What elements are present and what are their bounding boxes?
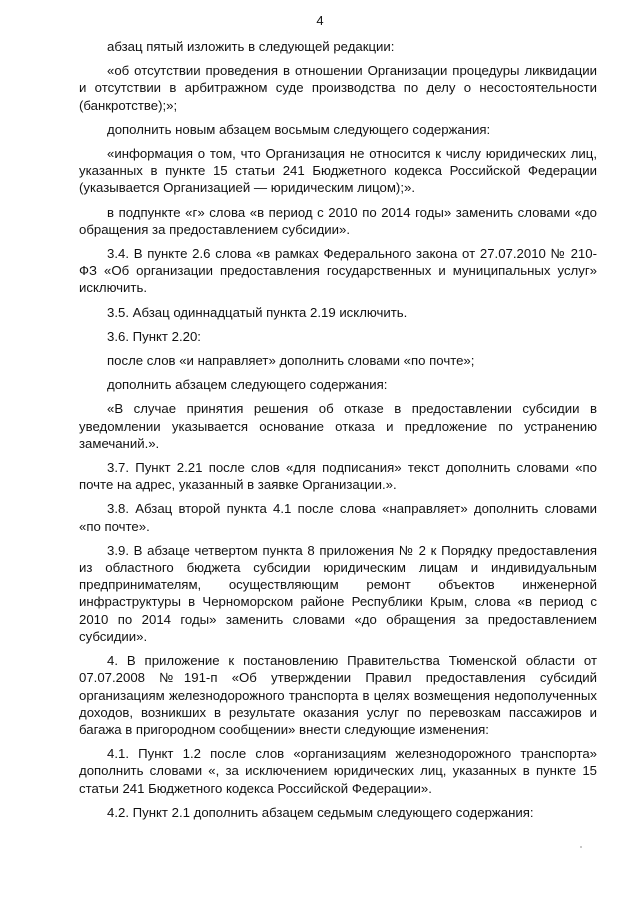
paragraph-16: 4.1. Пункт 1.2 после слов «организациям железнодорожного транспорта» дополнить словами «, за исключением юридических лиц, указанных в пункте 15 статьи 241 Бюджетного кодекса Российской Федерации». bbox=[79, 746, 597, 796]
page-number: 4 bbox=[316, 13, 324, 28]
paragraph-15: 4. В приложение к постановлению Правительства Тюменской области от 07.07.2008 №191-п «Об утверждении Правил предоставления субсидий организациям железнодорожного транспорта в целях возмещения недополученных доходов, возникших в результате оказания услуг по перевозкам пассажиров и багажа в пригородном сообщении» внести следующие изменения: bbox=[79, 653, 597, 737]
paragraph-4: «информация о том, что Организация не относится к числу юридических лиц, указанных в пункте 15 статьи 241 Бюджетного кодекса Российской Федерации (указывается Организацией — юридическим лицом);». bbox=[79, 146, 597, 196]
paragraph-17: 4.2. Пункт 2.1 дополнить абзацем седьмым следующего содержания: bbox=[107, 804, 534, 820]
paragraph-10: дополнить абзацем следующего содержания: bbox=[107, 377, 388, 393]
paragraph-7: 3.5. Абзац одиннадцатый пункта 2.19 исключить. bbox=[107, 304, 408, 320]
paragraph-11: «В случае принятия решения об отказе в предоставлении субсидии в уведомлении указывается основание отказа и предложение по устранению замечаний.». bbox=[79, 401, 597, 451]
paragraph-9: после слов «и направляет» дополнить словами «по почте»; bbox=[107, 353, 475, 369]
paragraph-2: «об отсутствии проведения в отношении Организации процедуры ликвидации и отсутствии в арбитражном суде производства по делу о несостоятельности (банкротстве);»; bbox=[79, 63, 597, 113]
paragraph-8: 3.6. Пункт 2.20: bbox=[107, 328, 201, 344]
document-body bbox=[79, 38, 597, 828]
paragraph-13: 3.8. Абзац второй пункта 4.1 после слова «направляет» дополнить словами «по почте». bbox=[79, 501, 597, 534]
paragraph-12: 3.7. Пункт 2.21 после слов «для подписания» текст дополнить словами «по почте на адрес, указанный в заявке Организации.». bbox=[79, 460, 597, 493]
paragraph-1: абзац пятый изложить в следующей редакции: bbox=[107, 39, 395, 54]
paragraph-14: 3.9. В абзаце четвертом пункта 8 приложения № 2 к Порядку предоставления из областного бюджета субсидии юридическим лицам и индивидуальным предпринимателям, осуществляющим ремонт объектов инженерной инфраструктуры в Черноморском районе Республики Крым, слова «в период с 2010 по 2014 годы» заменить словами «до обращения за предоставлением субсидии». bbox=[79, 542, 597, 644]
paragraph-6: 3.4. В пункте 2.6 слова «в рамках Федерального закона от 27.07.2010 № 210-ФЗ «Об организации предоставления государственных и муниципальных услуг» исключить. bbox=[79, 246, 597, 296]
paragraph-5: в подпункте «г» слова «в период с 2010 по 2014 годы» заменить словами «до обращения за предоставлением субсидии». bbox=[79, 204, 597, 237]
paragraph-3: дополнить новым абзацем восьмым следующего содержания: bbox=[107, 121, 491, 137]
scan-speck bbox=[580, 846, 582, 848]
